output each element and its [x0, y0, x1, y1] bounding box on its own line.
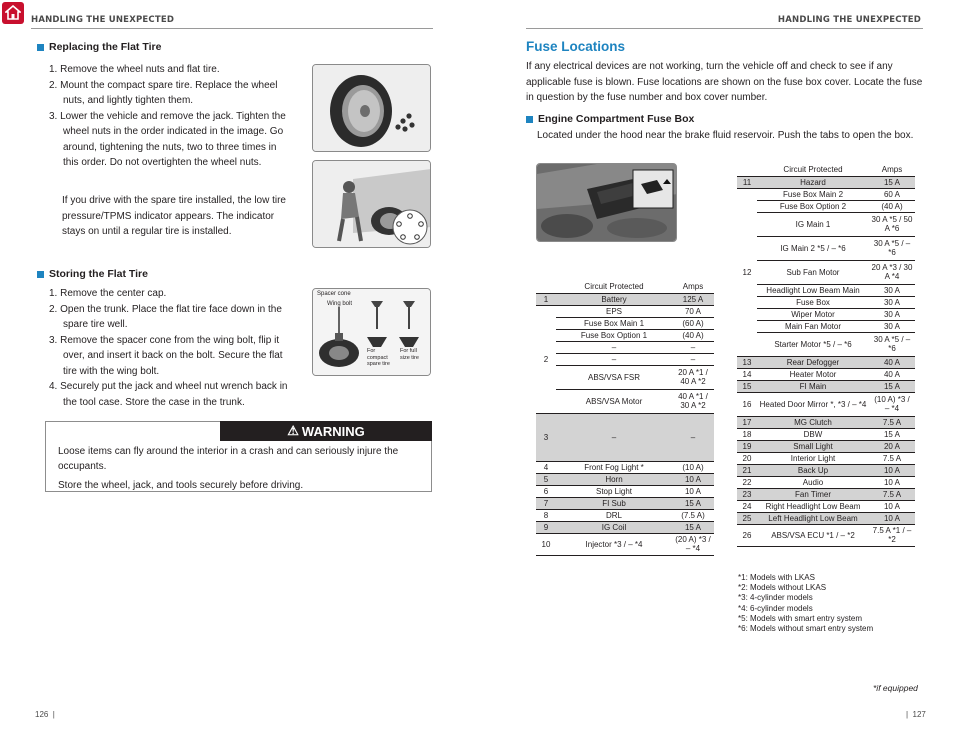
cell: Fuse Box Option 1	[556, 329, 672, 341]
cell: (7.5 A)	[672, 509, 714, 521]
warning-header	[220, 421, 432, 441]
col-amps: Amps	[869, 163, 915, 176]
if-equipped-note: *if equipped	[873, 683, 918, 693]
col-num	[536, 280, 556, 293]
table-row	[536, 317, 714, 329]
compact-tire-label: For compact spare tire	[367, 348, 390, 367]
footnote: *6: Models without smart entry system	[738, 624, 874, 634]
cell: 60 A	[869, 188, 915, 200]
storing-steps	[49, 286, 299, 410]
cell: EPS	[556, 305, 672, 317]
cell: Headlight Low Beam Main	[757, 284, 869, 296]
cell: Left Headlight Low Beam	[757, 512, 869, 524]
replacing-steps	[49, 62, 294, 171]
cell: –	[556, 353, 672, 365]
table-row: 7 FI Sub 15 A	[536, 497, 714, 509]
cell: 15 A	[869, 380, 915, 392]
cell: Wiper Motor	[757, 308, 869, 320]
table-row: 11 Hazard 15 A	[737, 176, 915, 188]
cell: 7.5 A *1 / – *2	[869, 524, 915, 546]
table-row: 4 Front Fog Light * (10 A)	[536, 461, 714, 473]
warning-body	[58, 444, 421, 493]
table-header-row	[536, 280, 714, 293]
col-circuit: Circuit Protected	[757, 163, 869, 176]
table-row: 18 DBW 15 A	[737, 428, 915, 440]
cell: Audio	[757, 476, 869, 488]
cell: –	[672, 353, 714, 365]
replacing-heading-text: Replacing the Flat Tire	[49, 41, 162, 53]
cell: 15 A	[869, 428, 915, 440]
table-row: 15 FI Main 15 A	[737, 380, 915, 392]
cell: IG Coil	[556, 521, 672, 533]
cell: 10 A	[672, 485, 714, 497]
col-num	[737, 163, 757, 176]
fuse-table-2	[737, 163, 915, 547]
cell: 20 A *3 / 30 A *4	[869, 260, 915, 284]
cell: Sub Fan Motor	[757, 260, 869, 284]
page-number-right: | 127	[906, 710, 926, 719]
cell: 70 A	[672, 305, 714, 317]
section-marker-icon	[37, 44, 44, 51]
full-size-tire-label: For full size tire	[400, 348, 419, 361]
cell: 30 A	[869, 320, 915, 332]
engine-fuse-box-heading-text: Engine Compartment Fuse Box	[538, 113, 695, 125]
fuse-table-1	[536, 280, 714, 556]
table-row	[737, 260, 915, 284]
cell: 15 A	[672, 497, 714, 509]
cell: Rear Defogger	[757, 356, 869, 368]
cell: Battery	[556, 293, 672, 305]
table-row: 14 Heater Motor 40 A	[737, 368, 915, 380]
cell: Main Fan Motor	[757, 320, 869, 332]
cell: ABS/VSA Motor	[556, 389, 672, 413]
table-row: 1 Battery 125 A	[536, 293, 714, 305]
table-row	[737, 320, 915, 332]
cell: 7.5 A	[869, 416, 915, 428]
cell: –	[672, 413, 714, 461]
storing-step: 3. Remove the spacer cone from the wing bolt, flip it over, and insert it back on the bolt. Secure the flat tire with the wing bolt.	[49, 334, 283, 377]
table-row: 22 Audio 10 A	[737, 476, 915, 488]
table-row	[536, 353, 714, 365]
col-circuit: Circuit Protected	[556, 280, 672, 293]
table-row: 5 Horn 10 A	[536, 473, 714, 485]
section-marker-icon	[526, 116, 533, 123]
cell: 30 A	[869, 296, 915, 308]
table-row: 3 – –	[536, 413, 714, 461]
table-row	[737, 284, 915, 296]
table-row: 17 MG Clutch 7.5 A	[737, 416, 915, 428]
cell: Interior Light	[757, 452, 869, 464]
cell: Heated Door Mirror *, *3 / – *4	[757, 392, 869, 416]
storing-step: 4. Securely put the jack and wheel nut wrench back in the tool case. Store the case in the trunk.	[49, 381, 288, 408]
cell: 10 A	[869, 500, 915, 512]
wing-bolt-label: Wing bolt	[327, 301, 353, 307]
cell: (10 A) *3 / – *4	[869, 392, 915, 416]
storing-heading	[37, 268, 148, 280]
table-row: 24 Right Headlight Low Beam 10 A	[737, 500, 915, 512]
table-header-row	[737, 163, 915, 176]
table-row: 9 IG Coil 15 A	[536, 521, 714, 533]
engine-fuse-box-heading	[526, 113, 694, 125]
cell: 10 A	[869, 464, 915, 476]
cell: Small Light	[757, 440, 869, 452]
cell: Stop Light	[556, 485, 672, 497]
cell: –	[672, 341, 714, 353]
cell: (40 A)	[869, 200, 915, 212]
page-number-right-text: 127	[912, 710, 926, 719]
cell: –	[556, 413, 672, 461]
table-row	[536, 389, 714, 413]
engine-compartment-image	[536, 163, 677, 242]
engine-fuse-box-text: Located under the hood near the brake fluid reservoir. Push the tabs to open the box.	[537, 130, 914, 141]
section-marker-icon	[37, 271, 44, 278]
footnote: *1: Models with LKAS	[738, 573, 815, 582]
cell: 15 A	[672, 521, 714, 533]
fuse-intro: If any electrical devices are not working, turn the vehicle off and check to see if any applicable fuse is blown. Fuse locations are shown on the fuse box cover. Locate the fuse in question by the fuse number and box cover number.	[526, 61, 923, 103]
table-row	[536, 329, 714, 341]
spacer-cone-label: Spacer cone	[317, 291, 351, 297]
replacing-step: 3. Lower the vehicle and remove the jack. Tighten the wheel nuts in the order indicated in the image. Go around, tightening the nuts, two to three times in this order. Do not overtighten the wheel nuts.	[49, 110, 286, 168]
cell: MG Clutch	[757, 416, 869, 428]
cell: 30 A *5 / – *6	[869, 236, 915, 260]
storing-step: 1. Remove the center cap.	[49, 288, 167, 299]
header-rule-left	[31, 28, 433, 29]
page-number-left: 126 |	[35, 710, 55, 719]
table-row	[737, 212, 915, 236]
cell: DRL	[556, 509, 672, 521]
cell: 40 A	[869, 368, 915, 380]
page-number-left-text: 126	[35, 710, 49, 719]
replacing-step: 1. Remove the wheel nuts and flat tire.	[49, 64, 220, 75]
cell: 40 A *1 / 30 A *2	[672, 389, 714, 413]
footnote: *5: Models with smart entry system	[738, 613, 863, 623]
table-row	[737, 308, 915, 320]
wheel-image	[312, 64, 431, 152]
footnotes	[738, 573, 873, 634]
cell: 10 A	[672, 473, 714, 485]
cell: Front Fog Light *	[556, 461, 672, 473]
table-row: 26 ABS/VSA ECU *1 / – *2 7.5 A *1 / – *2	[737, 524, 915, 546]
table-row: 25 Left Headlight Low Beam 10 A	[737, 512, 915, 524]
table-row: 6 Stop Light 10 A	[536, 485, 714, 497]
cell: 125 A	[672, 293, 714, 305]
cell: Heater Motor	[757, 368, 869, 380]
cell: Starter Motor *5 / – *6	[757, 332, 869, 356]
table-row	[737, 332, 915, 356]
jack-lowering-image	[312, 160, 431, 248]
header-right: HANDLING THE UNEXPECTED	[777, 15, 921, 25]
cell: FI Sub	[556, 497, 672, 509]
cell: IG Main 2 *5 / – *6	[757, 236, 869, 260]
table-row: 10 Injector *3 / – *4 (20 A) *3 / – *4	[536, 533, 714, 555]
cell: (20 A) *3 / – *4	[672, 533, 714, 555]
warning-triangle-icon: ⚠	[287, 423, 299, 438]
table-row: 2 EPS 70 A	[536, 305, 714, 317]
cell: (40 A)	[672, 329, 714, 341]
header-rule-right	[526, 28, 923, 29]
cell: Fuse Box	[757, 296, 869, 308]
cell: 20 A *1 / 40 A *2	[672, 365, 714, 389]
cell: Fuse Box Main 2	[757, 188, 869, 200]
header-left: HANDLING THE UNEXPECTED	[31, 15, 175, 25]
cell: 30 A	[869, 308, 915, 320]
footnote: *3: 4-cylinder models	[738, 593, 813, 603]
fuse-locations-title: Fuse Locations	[526, 39, 626, 54]
cell: 30 A *5 / 50 A *6	[869, 212, 915, 236]
cell: Right Headlight Low Beam	[757, 500, 869, 512]
cell: Injector *3 / – *4	[556, 533, 672, 555]
warning-text-1: Loose items can fly around the interior in a crash and can seriously injure the occupants.	[58, 446, 399, 472]
cell: 10 A	[869, 512, 915, 524]
table-row	[737, 200, 915, 212]
warning-box	[45, 421, 432, 492]
cell: FI Main	[757, 380, 869, 392]
cell: ABS/VSA FSR	[556, 365, 672, 389]
col-amps: Amps	[672, 280, 714, 293]
replacing-step: 2. Mount the compact spare tire. Replace the wheel nuts, and lightly tighten them.	[49, 79, 278, 106]
cell: Fuse Box Main 1	[556, 317, 672, 329]
cell: 30 A	[869, 284, 915, 296]
cell: (60 A)	[672, 317, 714, 329]
cell: Fuse Box Option 2	[757, 200, 869, 212]
cell: Hazard	[757, 176, 869, 188]
table-row	[536, 341, 714, 353]
cell: Fan Timer	[757, 488, 869, 500]
table-row: 13 Rear Defogger 40 A	[737, 356, 915, 368]
cell: 10 A	[869, 476, 915, 488]
table-row	[737, 236, 915, 260]
footnote: *4: 6-cylinder models	[738, 603, 813, 613]
table-row: 16 Heated Door Mirror *, *3 / – *4 (10 A) *3 / – *4	[737, 392, 915, 416]
table-row: 8 DRL (7.5 A)	[536, 509, 714, 521]
cell: 7.5 A	[869, 488, 915, 500]
cell: Back Up	[757, 464, 869, 476]
table-row	[737, 296, 915, 308]
cell: IG Main 1	[757, 212, 869, 236]
cell: ABS/VSA ECU *1 / – *2	[757, 524, 869, 546]
warning-title: WARNING	[301, 423, 365, 439]
table-row: 23 Fan Timer 7.5 A	[737, 488, 915, 500]
cell: 15 A	[869, 176, 915, 188]
replacing-heading	[37, 41, 161, 53]
storing-heading-text: Storing the Flat Tire	[49, 268, 148, 280]
table-row: 21 Back Up 10 A	[737, 464, 915, 476]
cell: 20 A	[869, 440, 915, 452]
cell: –	[556, 341, 672, 353]
table-row: 19 Small Light 20 A	[737, 440, 915, 452]
table-row: 12 Fuse Box Main 2 60 A	[737, 188, 915, 200]
spacer-cone-image	[312, 288, 431, 376]
table-row	[536, 365, 714, 389]
tpms-note: If you drive with the spare tire installed, the low tire pressure/TPMS indicator appears. The indicator stays on until a regular tire is installed.	[62, 195, 286, 237]
cell: DBW	[757, 428, 869, 440]
storing-step: 2. Open the trunk. Place the flat tire face down in the spare tire well.	[49, 303, 282, 330]
table-row: 20 Interior Light 7.5 A	[737, 452, 915, 464]
footnote: *2: Models without LKAS	[738, 583, 827, 593]
home-icon[interactable]	[2, 2, 24, 24]
cell: (10 A)	[672, 461, 714, 473]
cell: 7.5 A	[869, 452, 915, 464]
warning-text-2: Store the wheel, jack, and tools securely before driving.	[58, 480, 304, 491]
cell: 30 A *5 / – *6	[869, 332, 915, 356]
cell: Horn	[556, 473, 672, 485]
cell: 40 A	[869, 356, 915, 368]
